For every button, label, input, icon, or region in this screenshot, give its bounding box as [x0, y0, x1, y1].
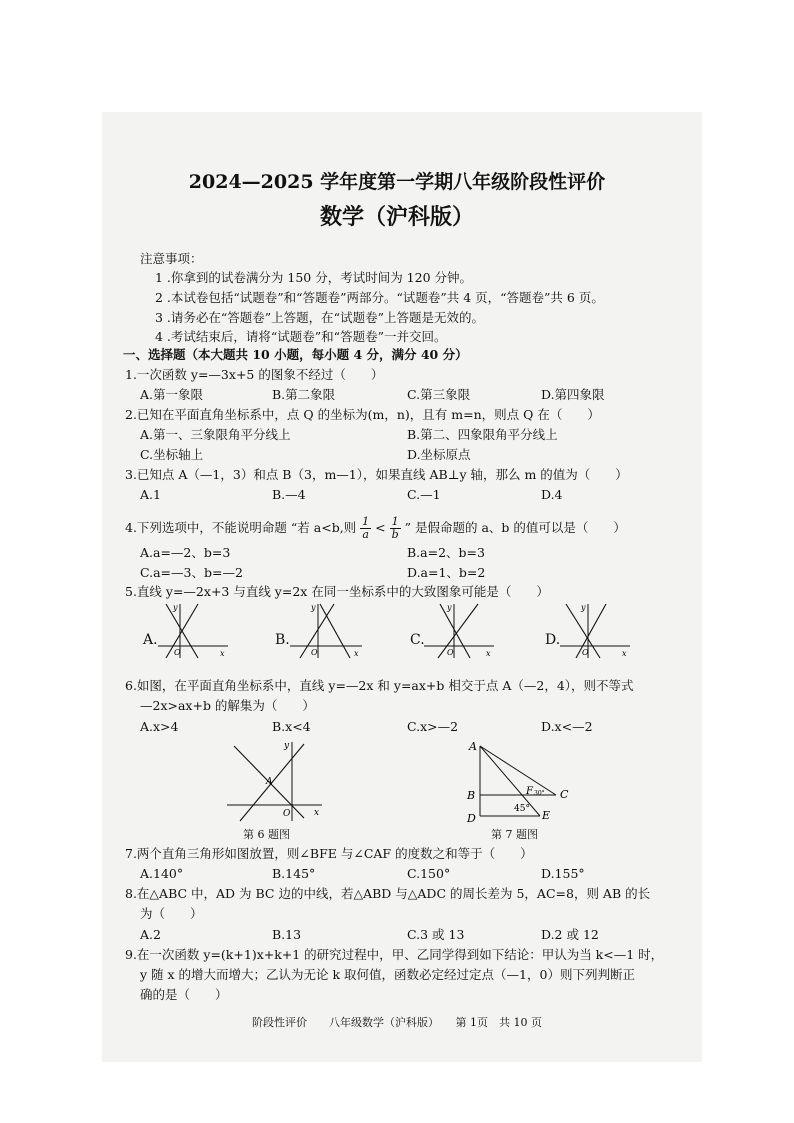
q9-line-2: y 随 x 的增大而增大；乙认为无论 k 取何值，函数必定经过定点（—1，0）则下列判断正	[140, 967, 635, 982]
q3-option-c: C.—1	[407, 487, 441, 502]
fig6-label-o: O	[283, 809, 291, 819]
q5-graph-d	[560, 600, 635, 662]
q5b-axis-y: y	[311, 603, 316, 612]
q3-stem: 3.已知点 A（—1，3）和点 B（3，m—1），如果直线 AB⊥y 轴，那么 m 的值为（ ）	[125, 467, 628, 482]
q7-stem: 7.两个直角三角形如图放置，则∠BFE 与∠CAF 的度数之和等于（ ）	[125, 846, 533, 861]
q5-option-a-label: A.	[143, 632, 158, 648]
q2-option-c: C.坐标轴上	[140, 447, 204, 462]
q6-line-1: 6.如图，在平面直角坐标系中，直线 y=—2x 和 y=ax+b 相交于点 A（—2，4），则不等式	[125, 678, 634, 693]
q1-option-a: A.第一象限	[140, 387, 204, 402]
notes-heading: 注意事项：	[140, 251, 203, 266]
q4-stem	[125, 513, 626, 543]
q7-option-b: B.145°	[272, 866, 316, 881]
page-footer: 阶段性评价 八年级数学（沪科版） 第 1页 共 10 页	[252, 1016, 542, 1029]
exam-title: 2024—2025 学年度第一学期八年级阶段性评价	[188, 171, 606, 193]
q8-option-b: B.13	[272, 927, 302, 942]
frac2-den: b	[391, 528, 399, 541]
q6-option-b: B.x<4	[272, 719, 311, 734]
q7-option-a: A.140°	[140, 866, 184, 881]
q1-option-b: B.第二象限	[272, 387, 336, 402]
q5d-origin: O	[582, 648, 589, 657]
q5-graph-a	[158, 600, 233, 662]
figure-6-caption: 第 6 题图	[243, 828, 290, 841]
q4-option-c: C.a=—3、b=—2	[140, 565, 243, 580]
q5a-axis-x: x	[220, 649, 225, 658]
q6-option-a: A.x>4	[140, 719, 179, 734]
note-1: 1 .你拿到的试卷满分为 150 分，考试时间为 120 分钟。	[155, 270, 473, 285]
figure-7	[462, 738, 582, 824]
q5d-axis-y: y	[581, 603, 586, 612]
q5d-axis-x: x	[622, 649, 627, 658]
q7-option-c: C.150°	[407, 866, 451, 881]
q5b-origin: O	[311, 648, 318, 657]
fig6-label-y: y	[284, 741, 290, 751]
note-4: 4 .考试结束后，请将“试题卷”和“答题卷”一并交回。	[155, 329, 447, 344]
q8-option-a: A.2	[140, 927, 161, 942]
frac2-num: 1	[390, 516, 401, 529]
q1-stem: 1.一次函数 y=—3x+5 的图象不经过（ ）	[125, 367, 384, 382]
fig7-label-f: F	[526, 786, 533, 797]
q5b-axis-x: x	[354, 649, 359, 658]
q9-line-3: 确的是（ ）	[140, 987, 228, 1002]
q9-line-1: 9.在一次函数 y=(k+1)x+k+1 的研究过程中，甲、乙同学得到如下结论：甲认为当 k<—1 时，	[125, 947, 664, 962]
q5-graph-c	[424, 600, 499, 662]
q4-option-d: D.a=1、b=2	[407, 565, 486, 580]
figure-6	[222, 736, 332, 826]
q4-option-a: A.a=—2、b=3	[140, 545, 231, 560]
q6-line-2: —2x>ax+b 的解集为（ ）	[140, 698, 315, 713]
q5-option-c-label: C.	[410, 632, 425, 648]
q2-option-b: B.第二、四象限角平分线上	[407, 427, 558, 442]
q6-option-c: C.x>—2	[407, 719, 459, 734]
note-2: 2 .本试卷包括“试题卷”和“答题卷”两部分。“试题卷”共 4 页，“答题卷”共 6 页。	[155, 290, 604, 305]
fraction-1-over-a	[360, 516, 371, 541]
fig6-label-a: A	[266, 777, 273, 787]
q4-less-than: <	[375, 520, 386, 535]
q5c-axis-x: x	[486, 649, 491, 658]
fig7-angle-30: 30°	[534, 790, 545, 797]
q5-option-d-label: D.	[545, 632, 561, 648]
exam-subtitle: 数学（沪科版）	[319, 204, 474, 230]
fig7-label-b: B	[467, 789, 476, 802]
q3-option-b: B.—4	[272, 487, 306, 502]
q6-option-d: D.x<—2	[541, 719, 593, 734]
q3-option-d: D.4	[541, 487, 563, 502]
q5-graph-b	[290, 600, 365, 662]
q2-stem: 2.已知在平面直角坐标系中，点 Q 的坐标为(m，n)，且有 m=n，则点 Q 在（ ）	[125, 407, 600, 422]
q5a-origin: O	[174, 648, 181, 657]
fig7-label-d: D	[467, 812, 476, 824]
figure-7-caption: 第 7 题图	[491, 828, 538, 841]
fig7-angle-45: 45°	[514, 804, 530, 814]
section-1-heading: 一、选择题（本大题共 10 小题，每小题 4 分，满分 40 分）	[123, 347, 468, 362]
fig6-label-x: x	[314, 808, 320, 818]
q3-option-a: A.1	[140, 487, 161, 502]
q4-option-b: B.a=2、b=3	[407, 545, 485, 560]
q8-line-2: 为（ ）	[140, 906, 203, 921]
q5-option-b-label: B.	[275, 632, 290, 648]
frac1-den: a	[362, 528, 369, 541]
q8-line-1: 8.在△ABC 中，AD 为 BC 边的中线，若△ABD 与△ADC 的周长差为 5，AC=8，则 AB 的长	[125, 886, 651, 901]
fig7-label-e: E	[542, 809, 551, 822]
frac1-num: 1	[362, 515, 370, 528]
q1-option-d: D.第四象限	[541, 387, 605, 402]
q7-option-d: D.155°	[541, 866, 585, 881]
note-3: 3 .请务必在“答题卷”上答题，在“试题卷”上答题是无效的。	[155, 310, 484, 325]
q2-option-d: D.坐标原点	[407, 447, 471, 462]
fig7-label-c: C	[560, 788, 569, 801]
q5c-axis-y: y	[447, 603, 452, 612]
q5-stem: 5.直线 y=—2x+3 与直线 y=2x 在同一坐标系中的大致图象可能是（ ）	[125, 584, 549, 599]
q5a-axis-y: y	[173, 603, 178, 612]
q4-stem-pre: 4.下列选项中，不能说明命题 “若 a<b,则	[125, 520, 357, 535]
fig7-label-a: A	[469, 740, 477, 753]
q8-option-c: C.3 或 13	[407, 927, 465, 942]
q8-option-d: D.2 或 12	[541, 927, 599, 942]
q2-option-a: A.第一、三象限角平分线上	[140, 427, 291, 442]
q5c-origin: O	[447, 648, 454, 657]
q4-stem-post: ” 是假命题的 a、b 的值可以是（ ）	[404, 520, 626, 535]
fraction-1-over-b	[390, 516, 401, 541]
q1-option-c: C.第三象限	[407, 387, 471, 402]
